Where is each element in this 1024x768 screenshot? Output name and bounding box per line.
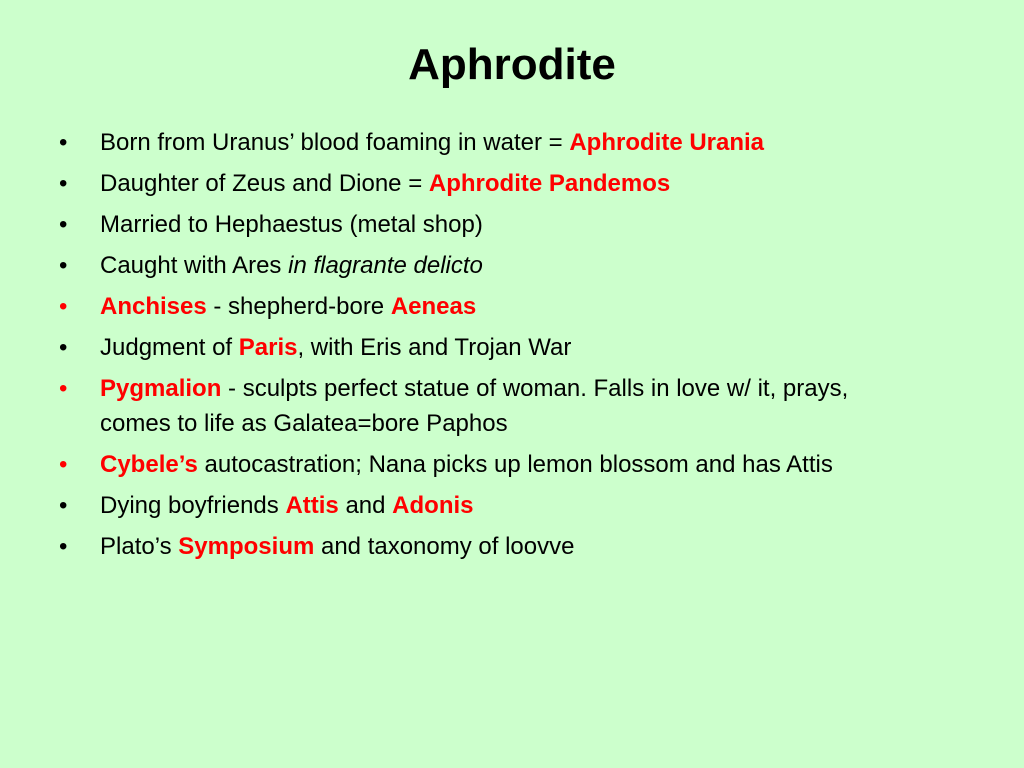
bullet-text: Plato’s xyxy=(100,533,179,560)
bullet-item xyxy=(0,529,1024,564)
bullet-marker: • xyxy=(59,451,68,478)
bullet-item xyxy=(0,248,1024,283)
bullet-text: and xyxy=(338,492,393,519)
bullet-item xyxy=(0,289,1024,324)
bullet-item xyxy=(0,371,1024,441)
bullet-text: , with Eris and Trojan War xyxy=(297,334,572,361)
bullet-item xyxy=(0,447,1024,482)
highlighted-term: Symposium xyxy=(178,533,315,560)
bullet-marker: • xyxy=(59,533,68,560)
highlighted-term: Aeneas xyxy=(390,293,477,320)
highlighted-term: Aphrodite Urania xyxy=(569,129,765,156)
bullet-text: Married to Hephaestus (metal shop) xyxy=(100,211,483,238)
bullet-marker: • xyxy=(59,293,68,320)
slide-title: Aphrodite xyxy=(408,40,616,89)
bullet-text: Judgment of xyxy=(100,334,239,361)
bullet-item xyxy=(0,166,1024,201)
bullet-item xyxy=(0,330,1024,365)
highlighted-term: Anchises xyxy=(100,293,207,320)
italic-text: in flagrante delicto xyxy=(288,252,483,279)
bullet-text: Dying boyfriends xyxy=(100,492,286,519)
bullet-marker: • xyxy=(59,375,68,402)
bullet-item xyxy=(0,488,1024,523)
highlighted-term: Cybele’s xyxy=(100,451,198,478)
highlighted-term: Adonis xyxy=(392,492,474,519)
highlighted-term: Paris xyxy=(238,334,298,361)
bullet-marker: • xyxy=(59,492,68,519)
bullet-marker: • xyxy=(59,129,68,156)
bullet-text: and taxonomy of loovve xyxy=(314,533,575,560)
bullet-item xyxy=(0,207,1024,242)
bullet-text: autocastration; Nana picks up lemon blossom and has Attis xyxy=(197,451,833,478)
bullet-text: - sculpts perfect statue of woman. Falls in love w/ it, prays, comes to life as Galatea=bore Paphos xyxy=(100,375,849,437)
bullet-marker: • xyxy=(59,170,68,197)
bullet-text: - shepherd-bore xyxy=(206,293,391,320)
bullet-marker: • xyxy=(59,252,68,279)
bullet-marker: • xyxy=(59,334,68,361)
bullet-list xyxy=(0,125,1024,570)
highlighted-term: Pygmalion xyxy=(100,375,222,402)
bullet-text: Daughter of Zeus and Dione = xyxy=(100,170,429,197)
bullet-text: Caught with Ares xyxy=(100,252,289,279)
bullet-marker: • xyxy=(59,211,68,238)
bullet-text: Born from Uranus’ blood foaming in water = xyxy=(100,129,570,156)
highlighted-term: Attis xyxy=(285,492,339,519)
bullet-item xyxy=(0,125,1024,160)
highlighted-term: Aphrodite Pandemos xyxy=(428,170,671,197)
